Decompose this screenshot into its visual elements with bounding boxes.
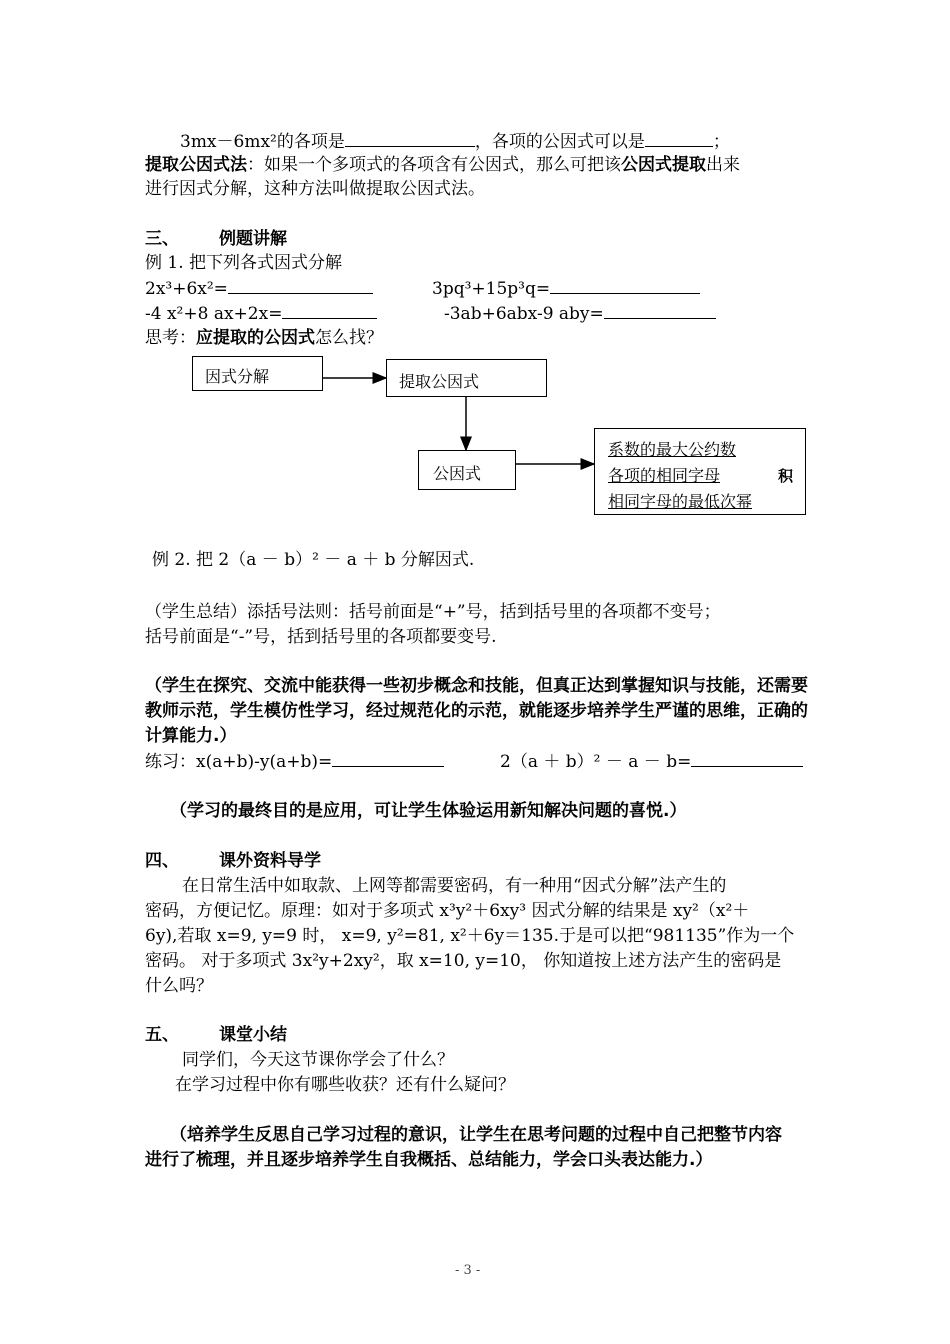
wrapup-line2: 在学习过程中你有哪些收获？还有什么疑问？ (175, 1075, 515, 1095)
intro-text-a: 的各项是 (276, 132, 345, 152)
flow-box-label: 提取公因式 (399, 372, 480, 391)
flow-box-factorize (192, 356, 323, 391)
definition-bold: 公因式提取 (621, 155, 706, 175)
summary-line1: （学生总结）添括号法则：括号前面是“+”号，括到括号里的各项都不变号； (145, 602, 721, 622)
note2: （学习的最终目的是应用，可让学生体验运用新知解决问题的喜悦.） (170, 801, 687, 821)
intro-text-b: ，各项的公因式可以是 (474, 132, 645, 152)
page-number: - 3 - (455, 1263, 481, 1278)
product-label: 积 (778, 467, 794, 485)
reading-line4: 密码。 对于多项式 3x²y+2xy²，取 x=10, y=10， 你知道按上述方法产生的密码是 (145, 951, 782, 971)
detail-item-coefficient: 系数的最大公约数 (608, 440, 737, 459)
exercise-expression: 2x³+6x²= (145, 279, 228, 299)
detail-item-power: 相同字母的最低次幂 (608, 492, 753, 511)
section-number: 四、 (145, 851, 179, 871)
section-title: 例题讲解 (219, 229, 287, 249)
reading-line5: 什么吗？ (145, 976, 213, 996)
practice-2 (500, 750, 803, 773)
definition-text-a: ：如果一个多项式的各项含有公因式，那么可把该 (247, 155, 621, 175)
wrapup-line1: 同学们，今天这节课你学会了什么？ (182, 1050, 454, 1070)
flow-box-label: 因式分解 (205, 367, 270, 386)
practice-expression: 2（a ＋ b）² － a － b= (500, 752, 692, 772)
intro-expression: 3mx－6mx² (180, 132, 277, 152)
flow-box-extract (386, 359, 547, 397)
think-bold: 应提取的公因式 (196, 328, 315, 348)
flow-box-label: 公因式 (433, 464, 482, 483)
section-title: 课堂小结 (219, 1025, 287, 1045)
note1-line1: （学生在探究、交流中能获得一些初步概念和技能，但真正达到掌握知识与技能，还需要 (145, 676, 808, 696)
reading-line2: 密码，方便记忆。原理：如对于多项式 x³y²＋6xy³ 因式分解的结果是 xy²（x²＋ (145, 901, 750, 921)
note1-line3: 计算能力.） (145, 726, 237, 746)
note1-line2: 教师示范，学生模仿性学习，经过规范化的示范，就能逐步培养学生严谨的思维，正确的 (145, 701, 808, 721)
think-text: 怎么找？ (315, 328, 383, 348)
intro-text-c: ； (712, 132, 730, 152)
example2: 例 2. 把 2（a － b）² － a ＋ b 分解因式. (152, 550, 475, 570)
flow-box-common-factor (418, 450, 516, 490)
answer-blank[interactable] (332, 750, 444, 767)
exercise-expression: -4 x²+8 ax+2x= (145, 304, 283, 324)
practice-expression: 练习：x(a+b)-y(a+b)= (145, 752, 333, 772)
example1-title: 例 1. 把下列各式因式分解 (145, 253, 343, 273)
summary-line2: 括号前面是“-”号，括到括号里的各项都要变号. (145, 627, 497, 647)
section-number: 三、 (145, 229, 179, 249)
note3-line1: （培养学生反思自己学习过程的意识，让学生在思考问题的过程中自己把整节内容 (170, 1125, 782, 1145)
section-title: 课外资料导学 (219, 851, 321, 871)
reading-line3: 6y),若取 x=9, y=9 时， x=9, y²=81, x²＋6y＝135.于是可以把“981135”作为一个 (145, 926, 795, 946)
think-label: 思考： (145, 328, 196, 348)
exercise-expression: 3pq³+15p³q= (432, 279, 551, 299)
flow-box-details (594, 428, 806, 515)
definition-line2: 进行因式分解，这种方法叫做提取公因式法。 (145, 179, 485, 199)
definition-text-b: 出来 (706, 155, 740, 175)
detail-item-letters: 各项的相同字母 (608, 466, 721, 485)
section-number: 五、 (145, 1025, 179, 1045)
practice-1 (145, 750, 444, 773)
answer-blank[interactable] (691, 750, 803, 767)
definition-heading: 提取公因式法 (145, 155, 247, 175)
section4-heading (145, 850, 321, 872)
exercise-expression: -3ab+6abx-9 aby= (444, 304, 604, 324)
note3-line2: 进行了梳理，并且逐步培养学生自我概括、总结能力，学会口头表达能力.） (145, 1150, 713, 1170)
section5-heading (145, 1024, 287, 1046)
reading-line1: 在日常生活中如取款、上网等都需要密码，有一种用“因式分解”法产生的 (182, 876, 727, 896)
